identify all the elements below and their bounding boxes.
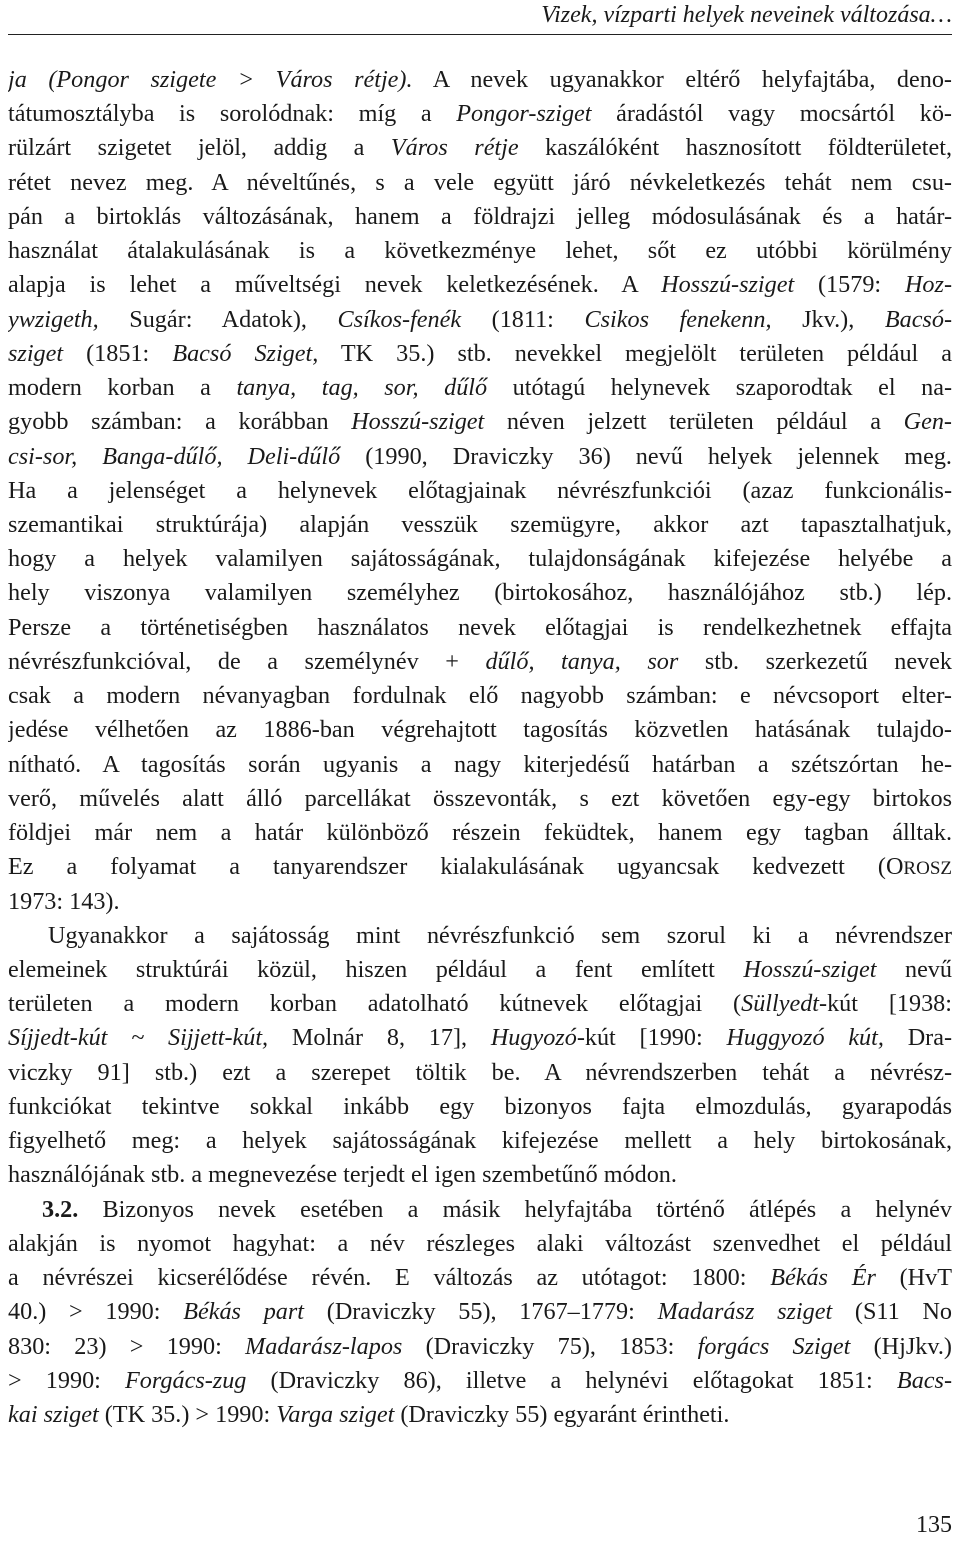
- text-line: modern korban a tanya, tag, sor, dűlő utótagú helynevek szaporodtak el na-: [8, 374, 952, 402]
- text-line: verő, művelés alatt álló parcellákat összevonták, s ezt követően egy-egy birtokos: [8, 784, 952, 812]
- text-line: gyobb számban: a korábban Hosszú-sziget néven jelzett területen például a Gen-: [8, 408, 952, 436]
- text-line: használat átalakulásának is a következménye lehet, sőt ez utóbbi körülmény: [8, 237, 952, 265]
- text-line: rülzárt szigetet jelöl, addig a Város rétje kaszálóként hasznosított földterületet,: [8, 134, 952, 162]
- text-line: a névrészei kicserélődése révén. E változás az utótagot: 1800: Békás Ér (HvT: [8, 1264, 952, 1292]
- text-line: funkciókat tekintve sokkal inkább egy bizonyos fajta elmozdulás, gyarapodás: [8, 1092, 952, 1120]
- text-line: 40.) > 1990: Békás part (Draviczky 55), 1767–1779: Madarász sziget (S11 No: [8, 1298, 952, 1326]
- text-line: kai sziget (TK 35.) > 1990: Varga sziget (Draviczky 55) egyaránt érintheti.: [8, 1400, 730, 1428]
- text-line: figyelhető meg: a helyek sajátosságának kifejezése mellett a hely birtokosának,: [8, 1127, 952, 1155]
- text-line: földjei már nem a határ különböző részein feküdtek, hanem egy tagban álltak.: [8, 819, 952, 847]
- text-line: Ha a jelenséget a helynevek előtagjainak névrészfunkciói (azaz funkcionális-: [8, 476, 952, 504]
- text-line: viczky 91] stb.) ezt a szerepet töltik be. A névrendszerben tehát a névrész-: [8, 1058, 952, 1086]
- text-line: szemantikai struktúrája) alapján vesszük szemügyre, akkor azt tapasztalhatjuk,: [8, 510, 952, 538]
- text-line: 3.2. Bizonyos nevek esetében a másik helyfajtába történő átlépés a helynév: [42, 1195, 952, 1223]
- text-line: Ez a folyamat a tanyarendszer kialakulásának ugyancsak kedvezett (OROSZ: [8, 853, 952, 881]
- text-line: Síjjedt-kút ~ Sijjett-kút, Molnár 8, 17], Hugyozó-kút [1990: Huggyozó kút, Dra-: [8, 1024, 952, 1052]
- text-line: rétet nevez meg. A néveltűnés, s a vele együtt járó névkeletkezés tehát nem csu-: [8, 168, 952, 196]
- text-line: sziget (1851: Bacsó Sziget, TK 35.) stb. nevekkel megjelölt területen például a: [8, 339, 952, 367]
- text-line: Ugyanakkor a sajátosság mint névrészfunkció sem szorul ki a névrendszer: [48, 921, 952, 949]
- text-line: nítható. A tagosítás során ugyanis a nagy kiterjedésű határban a szétszórtan he-: [8, 750, 952, 778]
- running-head: Vizek, vízparti helyek neveinek változása…: [8, 0, 952, 35]
- text-line: használójának stb. a megnevezése terjedt el igen szembetűnő módon.: [8, 1161, 677, 1189]
- text-line: 830: 23) > 1990: Madarász-lapos (Draviczky 75), 1853: forgács Sziget (HjJkv.): [8, 1332, 952, 1360]
- text-line: alakján is nyomot hagyhat: a név részleges alaki változást szenvedhet el például: [8, 1229, 952, 1257]
- text-line: alapja is lehet a műveltségi nevek keletkezésének. A Hosszú-sziget (1579: Hoz-: [8, 271, 952, 299]
- text-line: területen a modern korban adatolható kútnevek előtagjai (Süllyedt-kút [1938:: [8, 990, 952, 1018]
- page-number: 135: [916, 1512, 952, 1538]
- text-line: 1973: 143).: [8, 887, 120, 915]
- text-line: ja (Pongor szigete > Város rétje). A nevek ugyanakkor eltérő helyfajtába, deno-: [8, 66, 952, 93]
- text-line: jedése vélhetően az 1886-ban végrehajtott tagosítás közvetlen hatásának tulajdo-: [8, 716, 952, 744]
- text-line: csak a modern névanyagban fordulnak elő nagyobb számban: e névcsoport elter-: [8, 682, 952, 710]
- text-line: ywzigeth, Sugár: Adatok), Csíkos-fenék (1811: Csikos fenekenn, Jkv.), Bacsó-: [8, 305, 952, 333]
- text-line: névrészfunkcióval, de a személynév + dűlő, tanya, sor stb. szerkezetű nevek: [8, 647, 952, 675]
- text-line: Persze a történetiségben használatos nevek előtagjai is rendelkezhetnek effajta: [8, 613, 952, 641]
- text-line: > 1990: Forgács-zug (Draviczky 86), illetve a helynévi előtagokat 1851: Bacs-: [8, 1366, 952, 1394]
- text-line: pán a birtoklás változásának, hanem a földrajzi jelleg módosulásának és a határ-: [8, 202, 952, 230]
- text-line: elemeinek struktúrái közül, hiszen például a fent említett Hosszú-sziget nevű: [8, 955, 952, 983]
- text-line: hely viszonya valamilyen személyhez (birtokosához, használójához stb.) lép.: [8, 579, 952, 607]
- text-line: csi-sor, Banga-dűlő, Deli-dűlő (1990, Draviczky 36) nevű helyek jelennek meg.: [8, 442, 952, 470]
- text-line: hogy a helyek valamilyen sajátosságának, tulajdonságának kifejezése helyébe a: [8, 545, 952, 573]
- text-line: tátumosztályba is sorolódnak: míg a Pongor-sziget áradástól vagy mocsártól kö-: [8, 100, 952, 128]
